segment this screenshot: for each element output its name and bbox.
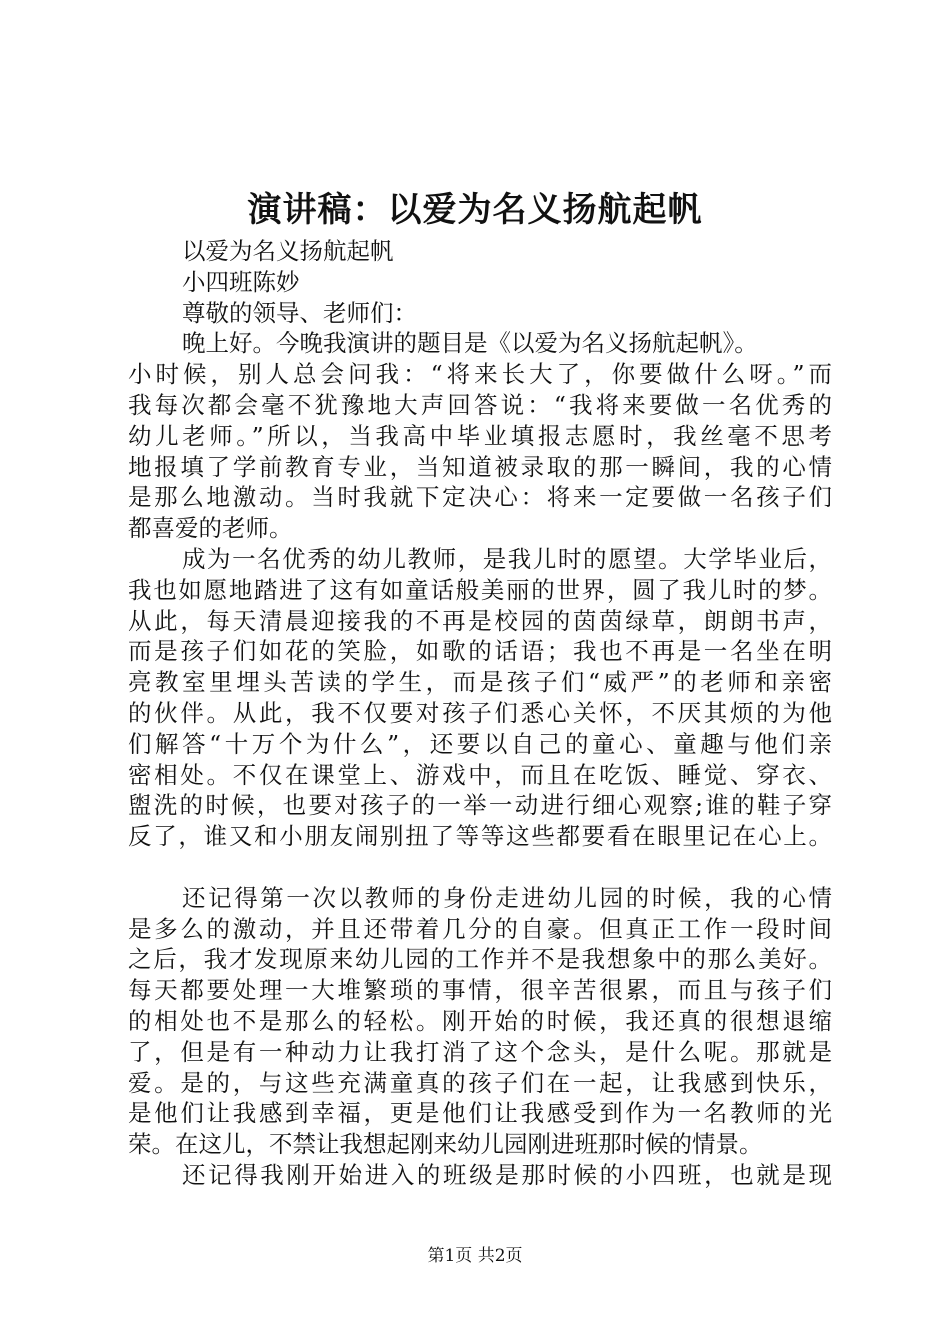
paragraph-line: 还记得我刚开始进入的班级是那时候的小四班，也就是现 — [182, 1160, 832, 1189]
paragraph-line: 们解答“十万个为什么”，还要以自己的童心、童趣与他们亲 — [128, 729, 832, 758]
paragraph-line: 都喜爱的老师。 — [128, 514, 293, 543]
paragraph-line: 是那么地激动。当时我就下定决心：将来一定要做一名孩子们 — [128, 483, 832, 512]
paragraph-line: 幼儿老师。”所以，当我高中毕业填报志愿时，我丝毫不思考 — [128, 421, 832, 450]
paragraph-line: 每天都要处理一大堆繁琐的事情，很辛苦很累，而且与孩子们 — [128, 976, 832, 1005]
paragraph-line: 成为一名优秀的幼儿教师，是我儿时的愿望。大学毕业后， — [182, 544, 832, 573]
paragraph-line: 从此，每天清晨迎接我的不再是校园的茵茵绿草，朗朗书声， — [128, 606, 832, 635]
paragraph-line: 小时候，别人总会问我：“将来长大了，你要做什么呀。”而 — [128, 360, 832, 389]
paragraph-line: 地报填了学前教育专业，当知道被录取的那一瞬间，我的心情 — [128, 452, 832, 481]
document-body — [128, 236, 832, 1191]
paragraph-line: 盥洗的时候，也要对孩子的一举一动进行细心观察;谁的鞋子穿 — [128, 791, 832, 820]
paragraph-line: 的相处也不是那么的轻松。刚开始的时候，我还真的很想退缩 — [128, 1006, 832, 1035]
paragraph-line: 之后，我才发现原来幼儿园的工作并不是我想象中的那么美好。 — [128, 945, 832, 974]
paragraph-line: 是他们让我感到幸福，更是他们让我感受到作为一名教师的光 — [128, 1099, 832, 1128]
subtitle-line: 以爱为名义扬航起帆 — [182, 237, 394, 265]
paragraph-line: 了，但是有一种动力让我打消了这个念头，是什么呢。那就是 — [128, 1037, 832, 1066]
page-footer: 第1页 共2页 — [427, 1246, 523, 1266]
paragraph-line: 密相处。不仅在课堂上、游戏中，而且在吃饭、睡觉、穿衣、 — [128, 760, 832, 789]
document-title: 演讲稿：以爱为名义扬航起帆 — [247, 190, 703, 230]
paragraph-line: 晚上好。今晚我演讲的题目是《以爱为名义扬航起帆》。 — [182, 329, 758, 358]
paragraph-line: 是多么的激动，并且还带着几分的自豪。但真正工作一段时间 — [128, 914, 832, 943]
paragraph-spacer — [128, 852, 832, 883]
salutation-line: 尊敬的领导、老师们： — [182, 298, 417, 327]
paragraph-line: 还记得第一次以教师的身份走进幼儿园的时候，我的心情 — [182, 883, 832, 912]
paragraph-line: 我每次都会毫不犹豫地大声回答说：“我将来要做一名优秀的 — [128, 390, 832, 419]
author-line: 小四班陈妙 — [182, 267, 300, 296]
paragraph-line: 亮教室里埋头苦读的学生，而是孩子们“威严”的老师和亲密 — [128, 668, 832, 697]
paragraph-line: 爱。是的，与这些充满童真的孩子们在一起，让我感到快乐， — [128, 1068, 832, 1097]
paragraph-line: 我也如愿地踏进了这有如童话般美丽的世界，圆了我儿时的梦。 — [128, 575, 832, 604]
paragraph-line: 而是孩子们如花的笑脸，如歌的话语；我也不再是一名坐在明 — [128, 637, 832, 666]
paragraph-line: 荣。在这儿，不禁让我想起刚来幼儿园刚进班那时候的情景。 — [128, 1130, 763, 1159]
paragraph-line: 的伙伴。从此，我不仅要对孩子们悉心关怀，不厌其烦的为他 — [128, 698, 832, 727]
paragraph-line: 反了，谁又和小朋友闹别扭了等等这些都要看在眼里记在心上。 — [128, 822, 832, 851]
